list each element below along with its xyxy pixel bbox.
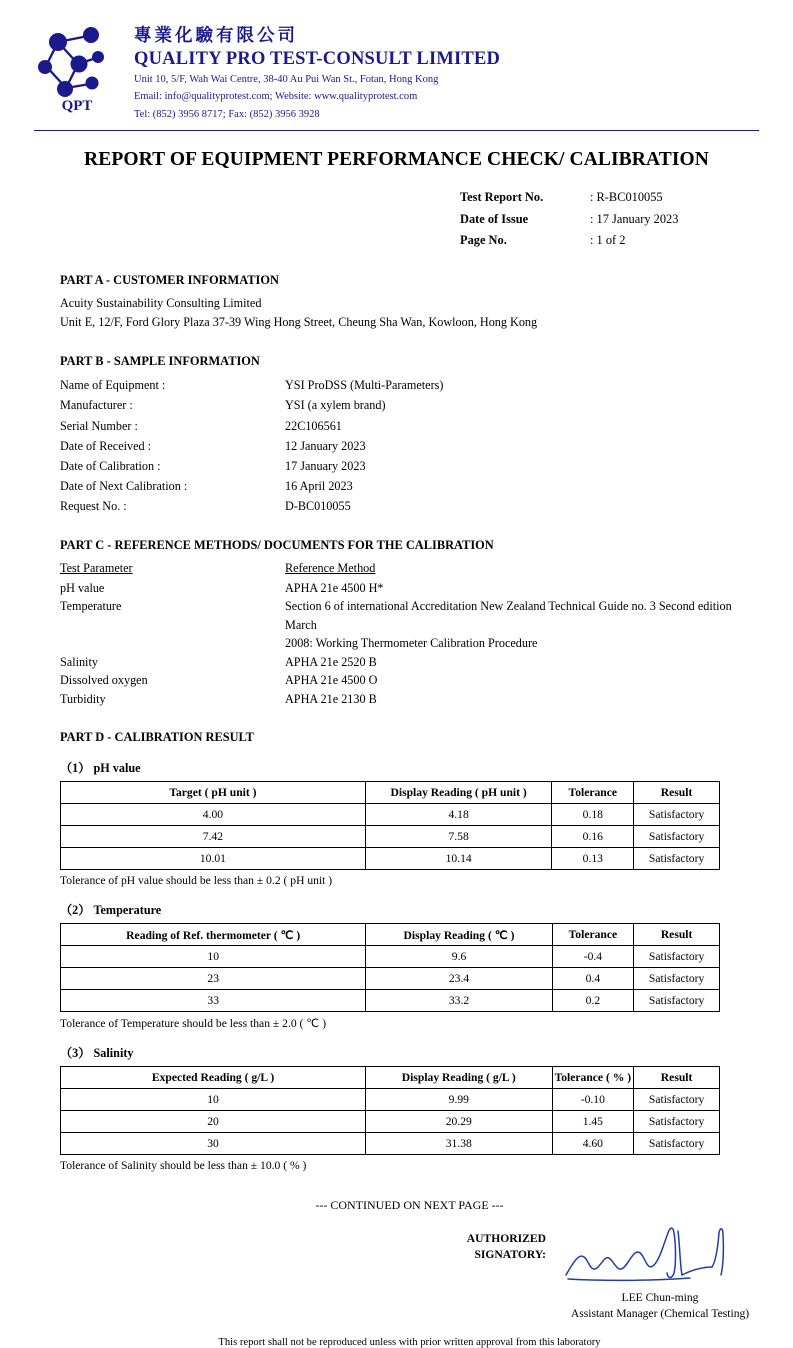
sample-info-value: 12 January 2023	[285, 438, 366, 453]
table-header-cell: Display Reading ( pH unit )	[365, 782, 552, 804]
table-header-cell: Target ( pH unit )	[61, 782, 366, 804]
table-cell: 9.99	[366, 1089, 552, 1111]
reference-table-header	[60, 559, 759, 579]
sample-info-value: 16 April 2023	[285, 478, 353, 493]
table-cell: -0.4	[552, 946, 634, 968]
reference-method: Section 6 of international Accreditation New Zealand Technical Guide no. 3 Second edition March	[285, 599, 732, 632]
company-phone-line: Tel: (852) 3956 8717; Fax: (852) 3956 3928	[134, 108, 320, 120]
reference-method-list	[60, 579, 759, 709]
signature-area	[60, 1221, 759, 1321]
sample-info-row	[60, 496, 759, 516]
ph-result-table	[60, 781, 720, 870]
table-row	[61, 848, 720, 870]
table-header-cell: Tolerance	[552, 924, 634, 946]
page-title: REPORT OF EQUIPMENT PERFORMANCE CHECK/ CALIBRATION	[84, 149, 709, 171]
table-cell: 1.45	[552, 1111, 634, 1133]
signatory-role: Assistant Manager (Chemical Testing)	[570, 1307, 750, 1321]
meta-value: : 1 of 2	[590, 233, 626, 248]
table-header-cell: Result	[634, 1067, 720, 1089]
meta-row	[460, 230, 793, 251]
sample-info-value: YSI ProDSS (Multi-Parameters)	[285, 378, 444, 393]
sample-info-row	[60, 476, 759, 496]
reference-method-continued: 2008: Working Thermometer Calibration Procedure	[285, 636, 538, 651]
reference-parameter: Temperature	[60, 599, 122, 614]
signature-image	[560, 1221, 760, 1293]
table-cell: 0.16	[552, 826, 634, 848]
sample-info-key: Serial Number :	[60, 418, 138, 433]
table-cell: Satisfactory	[634, 1089, 720, 1111]
sample-info-value: YSI (a xylem brand)	[285, 398, 386, 413]
table-cell: 30	[61, 1133, 366, 1155]
table-header-row	[61, 782, 720, 804]
table-cell: Satisfactory	[634, 1111, 720, 1133]
table-header-cell: Display Reading ( g/L )	[366, 1067, 552, 1089]
table-cell: Satisfactory	[634, 1133, 720, 1155]
section-title-temperature: （2） Temperature	[60, 903, 162, 918]
sample-info-row	[60, 395, 759, 415]
company-address-line1: Unit 10, 5/F, Wah Wai Centre, 38-40 Au Pui Wan St., Fotan, Hong Kong	[134, 74, 439, 85]
table-row	[61, 968, 720, 990]
table-cell: 4.00	[61, 804, 366, 826]
temperature-result-table	[60, 923, 720, 1012]
table-row	[61, 946, 720, 968]
table-cell: Satisfactory	[634, 968, 720, 990]
company-contact-line: Email: info@qualityprotest.com; Website: www.qualityprotest.com	[134, 91, 418, 103]
table-cell: 7.58	[365, 826, 552, 848]
sample-info-key: Date of Received :	[60, 438, 152, 453]
table-header-cell: Reading of Ref. thermometer ( ℃ )	[61, 924, 366, 946]
table-row	[61, 1089, 720, 1111]
table-row	[61, 826, 720, 848]
reference-method: APHA 21e 2520 B	[285, 654, 377, 669]
table-row	[61, 990, 720, 1012]
reference-row	[60, 690, 759, 709]
reference-parameter: Salinity	[60, 654, 98, 669]
letterhead	[0, 0, 793, 122]
section-title-salinity: （3） Salinity	[60, 1046, 134, 1061]
meta-label: Date of Issue	[460, 211, 529, 226]
table-header-row	[61, 1067, 720, 1089]
meta-value: : 17 January 2023	[590, 211, 679, 226]
sample-info-key: Manufacturer :	[60, 398, 133, 413]
table-cell: 10	[61, 1089, 366, 1111]
section-title-ph: （1） pH value	[60, 761, 141, 776]
table-row	[61, 1133, 720, 1155]
table-cell: 23	[61, 968, 366, 990]
sample-info-row	[60, 456, 759, 476]
table-cell: 0.2	[552, 990, 634, 1012]
table-cell: 31.38	[366, 1133, 552, 1155]
table-cell: 0.13	[552, 848, 634, 870]
table-cell: 7.42	[61, 826, 366, 848]
table-cell: Satisfactory	[634, 826, 720, 848]
meta-row	[460, 187, 793, 208]
table-header-row	[61, 924, 720, 946]
table-cell: 10.14	[365, 848, 552, 870]
reference-col1-header: Test Parameter	[60, 561, 133, 576]
company-name-english: QUALITY PRO TEST-CONSULT LIMITED	[134, 49, 501, 69]
company-info	[134, 22, 500, 122]
sample-info-key: Date of Next Calibration :	[60, 478, 188, 493]
sample-info-row	[60, 416, 759, 436]
table-cell: 0.18	[552, 804, 634, 826]
reference-row	[60, 653, 759, 672]
table-cell: 10.01	[61, 848, 366, 870]
continued-note: --- CONTINUED ON NEXT PAGE ---	[315, 1198, 504, 1213]
table-cell: Satisfactory	[634, 946, 720, 968]
qpt-logo-icon	[34, 22, 120, 114]
handwritten-signature-icon	[560, 1221, 760, 1293]
sample-info-key: Date of Calibration :	[60, 458, 161, 473]
table-cell: 33	[61, 990, 366, 1012]
table-cell: 20.29	[366, 1111, 552, 1133]
authorized-line2: SIGNATORY:	[474, 1248, 546, 1262]
company-logo	[34, 22, 120, 114]
sample-info-row	[60, 375, 759, 395]
ph-tolerance-note: Tolerance of pH value should be less than ± 0.2 ( pH unit )	[60, 874, 333, 888]
salinity-tolerance-note: Tolerance of Salinity should be less than ± 10.0 ( % )	[60, 1159, 307, 1173]
reference-parameter: Turbidity	[60, 691, 106, 706]
table-cell: 20	[61, 1111, 366, 1133]
meta-value: : R-BC010055	[590, 190, 663, 205]
svg-text:QPT: QPT	[61, 98, 93, 114]
reference-row	[60, 597, 759, 634]
table-cell: Satisfactory	[634, 848, 720, 870]
meta-label: Page No.	[460, 233, 507, 248]
table-cell: -0.10	[552, 1089, 634, 1111]
company-name-chinese: 專業化驗有限公司	[134, 26, 298, 46]
meta-row	[460, 209, 793, 230]
temperature-tolerance-note: Tolerance of Temperature should be less than ± 2.0 ( ℃ )	[60, 1017, 327, 1031]
table-cell: 4.60	[552, 1133, 634, 1155]
part-c-heading: PART C - REFERENCE METHODS/ DOCUMENTS FOR THE CALIBRATION	[60, 538, 494, 553]
table-cell: 10	[61, 946, 366, 968]
sample-info-value: 22C106561	[285, 418, 342, 433]
reference-method: APHA 21e 4500 O	[285, 673, 378, 688]
sample-info-row	[60, 436, 759, 456]
table-cell: 4.18	[365, 804, 552, 826]
table-cell: Satisfactory	[634, 804, 720, 826]
sample-info-key: Name of Equipment :	[60, 378, 166, 393]
table-header-cell: Display Reading ( ℃ )	[366, 924, 552, 946]
table-cell: 9.6	[366, 946, 552, 968]
sample-information-list	[60, 375, 759, 516]
table-row	[61, 804, 720, 826]
table-cell: 0.4	[552, 968, 634, 990]
table-header-cell: Expected Reading ( g/L )	[61, 1067, 366, 1089]
salinity-result-table	[60, 1066, 720, 1155]
disclaimer-text: This report shall not be reproduced unless with prior written approval from this laboratory	[218, 1337, 601, 1348]
reference-parameter: Dissolved oxygen	[60, 673, 148, 688]
customer-name: Acuity Sustainability Consulting Limited	[60, 296, 262, 311]
table-cell: 33.2	[366, 990, 552, 1012]
table-header-cell: Result	[634, 782, 720, 804]
reference-row	[60, 579, 759, 598]
part-b-heading: PART B - SAMPLE INFORMATION	[60, 354, 260, 369]
reference-col2-header: Reference Method	[285, 561, 376, 576]
authorized-line1: AUTHORIZED	[466, 1232, 546, 1246]
header-divider	[34, 130, 759, 131]
report-meta	[0, 187, 793, 251]
signatory-name: LEE Chun-ming	[621, 1291, 699, 1305]
sample-info-value: 17 January 2023	[285, 458, 366, 473]
table-cell: Satisfactory	[634, 990, 720, 1012]
reference-method: APHA 21e 4500 H*	[285, 580, 384, 595]
part-d-heading: PART D - CALIBRATION RESULT	[60, 730, 254, 745]
reference-method: APHA 21e 2130 B	[285, 691, 377, 706]
part-a-heading: PART A - CUSTOMER INFORMATION	[60, 273, 279, 288]
table-header-cell: Tolerance	[552, 782, 634, 804]
sample-info-value: D-BC010055	[285, 499, 351, 513]
meta-label: Test Report No.	[460, 190, 544, 205]
table-cell: 23.4	[366, 968, 552, 990]
document-body	[0, 273, 793, 1348]
authorized-signatory-label	[426, 1231, 546, 1262]
customer-address: Unit E, 12/F, Ford Glory Plaza 37-39 Wing Hong Street, Cheung Sha Wan, Kowloon, Hong Kong	[60, 315, 538, 330]
table-header-cell: Result	[634, 924, 720, 946]
sample-info-key: Request No. :	[60, 499, 127, 513]
table-header-cell: Tolerance ( % )	[552, 1067, 634, 1089]
reference-parameter: pH value	[60, 580, 105, 595]
reference-row	[60, 671, 759, 690]
